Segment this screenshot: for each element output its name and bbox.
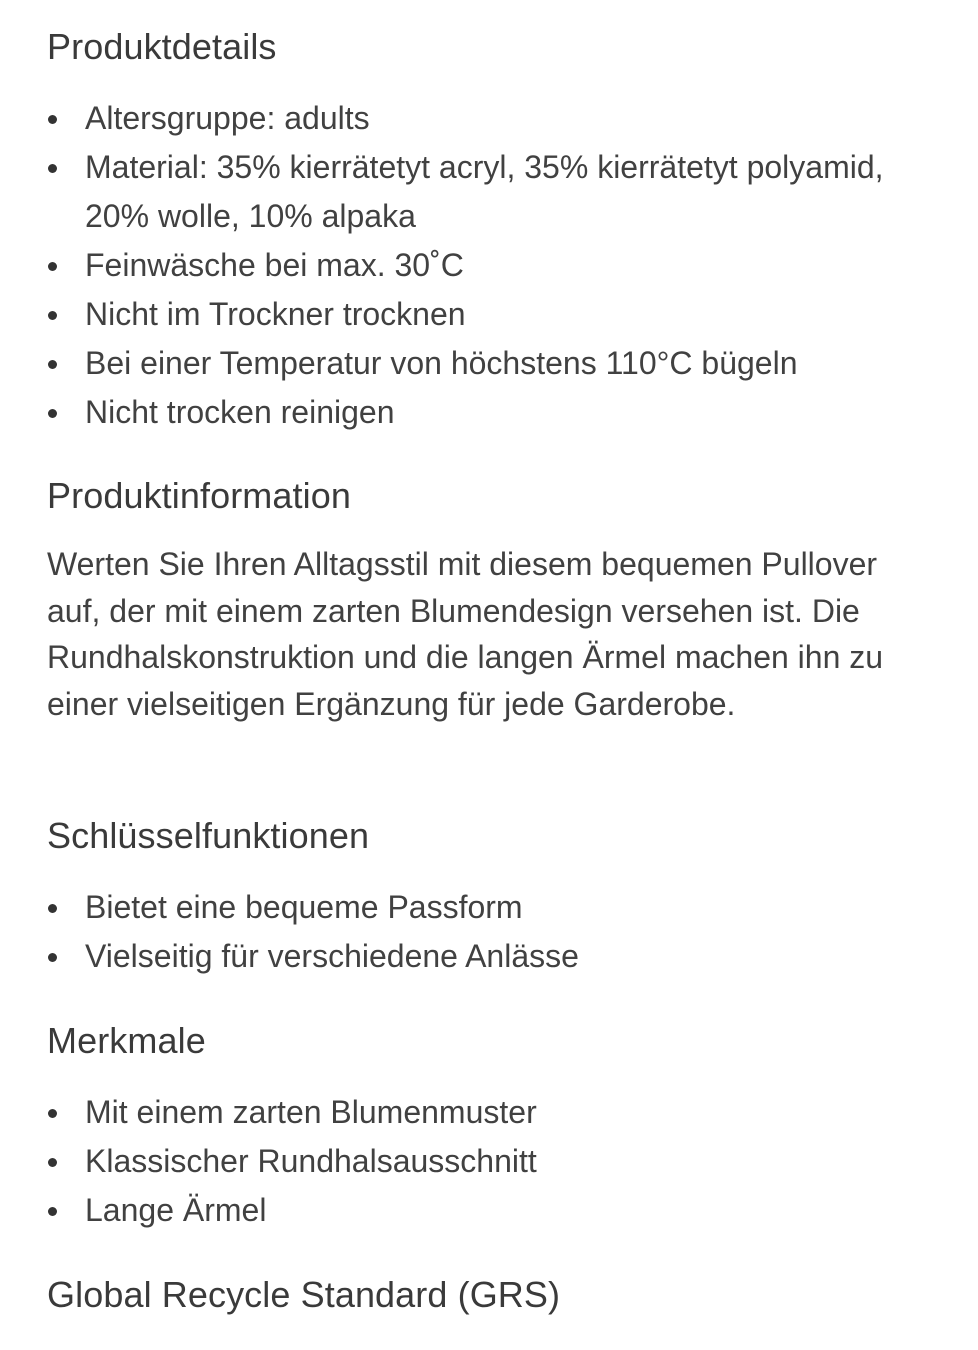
list-item: Bei einer Temperatur von höchstens 110°C bügeln: [47, 339, 947, 388]
schluesselfunktionen-heading: Schlüsselfunktionen: [47, 815, 370, 856]
merkmale-heading: Merkmale: [47, 1020, 206, 1061]
list-item: Mit einem zarten Blumenmuster: [47, 1088, 947, 1137]
list-item: Nicht trocken reinigen: [47, 388, 947, 437]
list-item: Bietet eine bequeme Passform: [47, 883, 947, 932]
list-item: Feinwäsche bei max. 30˚C: [47, 241, 947, 290]
merkmale-list: [47, 1088, 947, 1235]
list-item: Vielseitig für verschiedene Anlässe: [47, 932, 947, 981]
list-item: Material: 35% kierrätetyt acryl, 35% kierrätetyt polyamid, 20% wolle, 10% alpaka: [47, 143, 947, 241]
produktdetails-heading: Produktdetails: [47, 26, 277, 67]
produktdetails-list: [47, 94, 947, 437]
produktinformation-text: Werten Sie Ihren Alltagsstil mit diesem bequemen Pullover auf, der mit einem zarten Blumendesign versehen ist. Die Rundhalskonstruktion und die langen Ärmel machen ihn zu einer vielseitigen Ergänzung für jede Garderobe.: [47, 546, 884, 722]
schluesselfunktionen-list: [47, 883, 947, 981]
list-item: Klassischer Rundhalsausschnitt: [47, 1137, 947, 1186]
list-item: Nicht im Trockner trocknen: [47, 290, 947, 339]
list-item: Lange Ärmel: [47, 1186, 947, 1235]
produktinformation-heading: Produktinformation: [47, 475, 351, 516]
list-item: Altersgruppe: adults: [47, 94, 947, 143]
grs-heading: Global Recycle Standard (GRS): [47, 1274, 561, 1315]
